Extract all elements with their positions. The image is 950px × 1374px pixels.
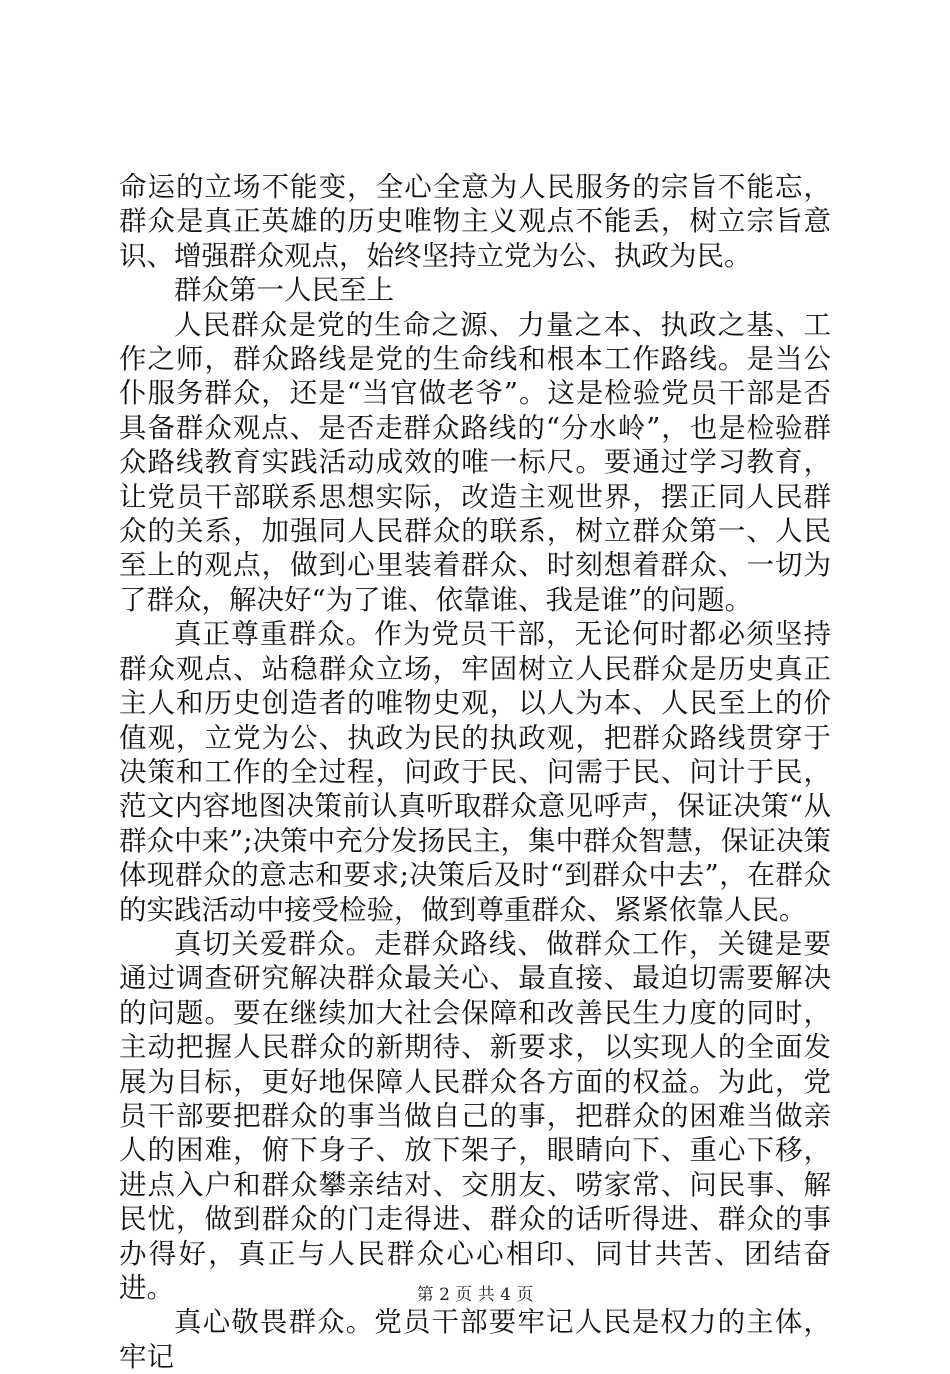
paragraph: 人民群众是党的生命之源、力量之本、执政之基、工作之师，群众路线是党的生命线和根本工作路线。是当公仆服务群众，还是“当官做老爷”。这是检验党员干部是否具备群众观点、是否走群众路线的“分水岭”，也是检验群众路线教育实践活动成效的唯一标尺。要通过学习教育，让党员干部联系思想实际，改造主观世界，摆正同人民群众的关系，加强同人民群众的联系，树立群众第一、人民至上的观点，做到心里装着群众、时刻想着群众、一切为了群众，解决好“为了谁、依靠谁、我是谁”的问题。: [119, 308, 831, 616]
page-number-label: 第 2 页 共 4 页: [416, 1285, 534, 1305]
paragraph-continuation: 命运的立场不能变，全心全意为人民服务的宗旨不能忘，群众是真正英雄的历史唯物主义观点不能丢，树立宗旨意识、增强群众观点，始终坚持立党为公、执政为民。: [119, 171, 831, 272]
paragraph: 真正尊重群众。作为党员干部，无论何时都必须坚持群众观点、站稳群众立场，牢固树立人民群众是历史真正主人和历史创造者的唯物史观，以人为本、人民至上的价值观，立党为公、执政为民的执政观，把群众路线贯穿于决策和工作的全过程，问政于民、问需于民、问计于民，范文内容地图决策前认真听取群众意见呼声，保证决策“从群众中来”;决策中充分发扬民主，集中群众智慧，保证决策体现群众的意志和要求;决策后及时“到群众中去”，在群众的实践活动中接受检验，做到尊重群众、紧紧依靠人民。: [119, 618, 831, 926]
section-heading: 群众第一人民至上: [174, 274, 394, 307]
page-footer: [0, 1284, 950, 1306]
paragraph: 真心敬畏群众。党员干部要牢记人民是权力的主体，牢记: [119, 1306, 831, 1373]
document-body: [119, 170, 831, 1374]
paragraph: 真切关爱群众。走群众路线、做群众工作，关键是要通过调查研究解决群众最关心、最直接、最迫切需要解决的问题。要在继续加大社会保障和改善民生力度的同时，主动把握人民群众的新期待、新要求，以实现人的全面发展为目标，更好地保障人民群众各方面的权益。为此，党员干部要把群众的事当做自己的事，把群众的困难当做亲人的困难，俯下身子、放下架子，眼睛向下、重心下移，进点入户和群众攀亲结对、交朋友、唠家常、问民事、解民忧，做到群众的门走得进、群众的话听得进、群众的事办得好，真正与人民群众心心相印、同甘共苦、团结奋进。: [119, 927, 831, 1304]
